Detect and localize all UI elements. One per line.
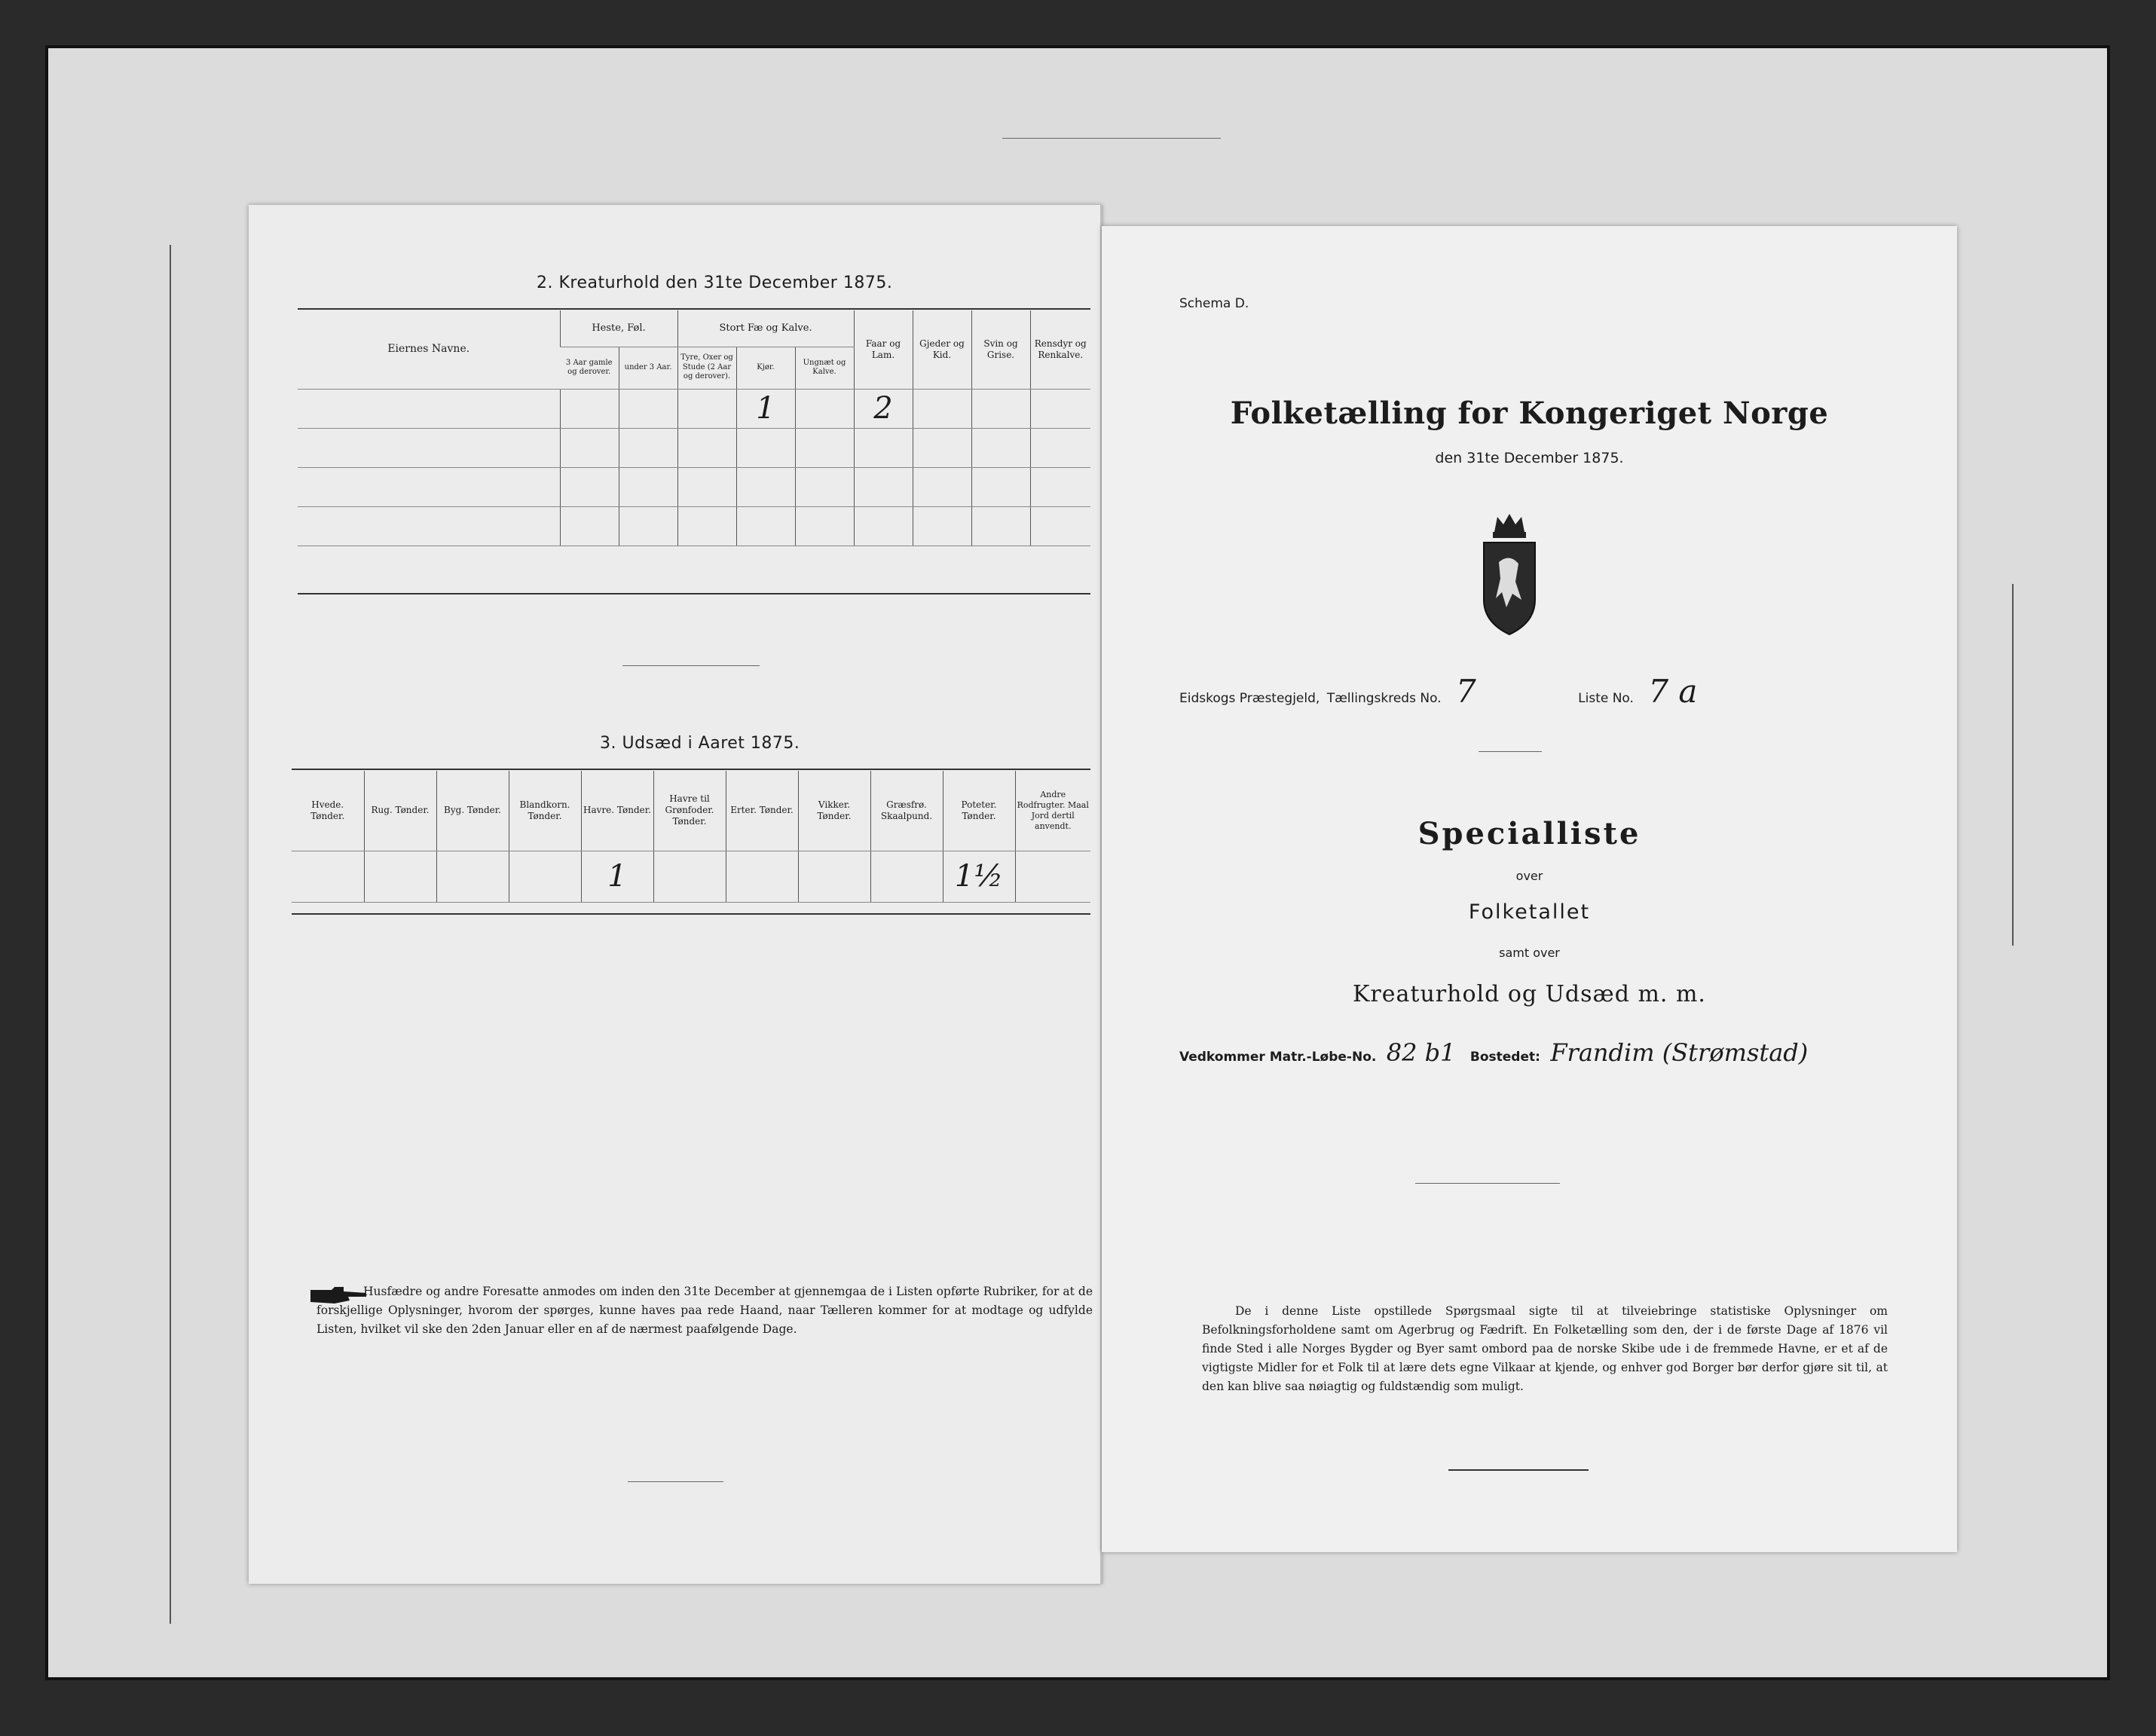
margin-mark-left: [170, 245, 171, 1624]
livestock-table: [298, 310, 1090, 546]
seed-header: Rug. Tønder.: [364, 771, 436, 851]
table-row: [298, 467, 1090, 506]
specialliste-heading: Specialliste: [1417, 816, 1641, 851]
seed-header: Hvede. Tønder.: [292, 771, 364, 851]
census-date: den 31te December 1875.: [1435, 450, 1624, 466]
scan-frame-top: [45, 45, 2110, 48]
sheep-header: Faar og Lam.: [854, 310, 913, 389]
table-row: [298, 428, 1090, 467]
list-value: 7 a: [1648, 673, 1698, 710]
schema-label: Schema D.: [1179, 296, 1249, 311]
folketallet-text: Folketallet: [1468, 900, 1591, 924]
horses-group-header: Heste, Føl.: [560, 310, 677, 347]
parish-label: Eidskogs Præstegjeld,: [1179, 691, 1320, 706]
cattle-group-header: Stort Fæ og Kalve.: [677, 310, 854, 347]
table-row: [292, 851, 1090, 902]
seed-header: Græsfrø. Skaalpund.: [870, 771, 943, 851]
young-cattle-header: Ungnæt og Kalve.: [795, 347, 854, 389]
notice-text: Husfædre og andre Foresatte anmodes om inden den 31te December at gjennemgaa de i Listen opførte Rubriker, for at de forskjellige Oplysninger, hvorom der spørges, kunne haves paa rede Haand, naar Tælleren kommer for at modtage og udfylde Listen, hvilket vil ske den 2den Januar eller en af de nærmest paafølgende Dage.: [317, 1285, 1093, 1337]
bulls-header: Tyre, Oxer og Stude (2 Aar og derover).: [677, 347, 736, 389]
cows-value: 1: [736, 389, 795, 428]
pigs-header: Svin og Grise.: [971, 310, 1030, 389]
seed-header: Vikker. Tønder.: [798, 771, 870, 851]
footer-text: De i denne Liste opstillede Spørgsmaal sigte til at tilveiebringe statistiske Oplysninger om Befolkningsforholdene samt om Agerbrug og Fædrift. En Folketælling som den, der i de første Dage af 1876 vil finde Sted i alle Norges Bygder og Byer samt ombord paa de norske Skibe ude i de fremmede Havne, er et af de vigtigste Midler for et Folk til at lære dets egne Vilkaar at kjende, og enhver god Borger bør derfor gjøre sit til, at den kan blive saa nøiagtig og fuldstændig som muligt.: [1202, 1304, 1888, 1394]
sheep-value: 2: [854, 389, 913, 428]
horse-young-header: under 3 Aar.: [619, 347, 677, 389]
reindeer-header: Rensdyr og Renkalve.: [1030, 310, 1090, 389]
table3-bottom-rule: [292, 913, 1090, 915]
scan-frame-right: [2107, 45, 2110, 1680]
matr-label: Vedkommer Matr.-Løbe-No.: [1179, 1050, 1377, 1065]
list-label: Liste No.: [1578, 691, 1634, 706]
scan-frame-bottom: [45, 1677, 2110, 1680]
seed-header: Andre Rodfrugter. Maal Jord dertil anvendt.: [1015, 771, 1090, 851]
margin-mark-right: [2012, 584, 2014, 946]
bosted-label: Bostedet:: [1469, 1050, 1540, 1065]
owner-header: Eiernes Navne.: [298, 310, 560, 389]
scan-frame-left: [45, 45, 48, 1680]
left-bottom-rule: [628, 1481, 723, 1482]
district-line: [1179, 673, 1858, 718]
matr-value: 82 b1: [1386, 1038, 1456, 1067]
table2-bottom-rule: [298, 593, 1090, 594]
kreaturhold-text: Kreaturhold og Udsæd m. m.: [1353, 981, 1706, 1007]
seed-header: Erter. Tønder.: [726, 771, 798, 851]
seed-header: Havre. Tønder.: [581, 771, 653, 851]
horse-old-header: 3 Aar gamle og derover.: [560, 347, 619, 389]
district-value: 7: [1456, 673, 1476, 710]
over-text: over: [1515, 869, 1543, 883]
table3-top-rule: [292, 769, 1090, 770]
havre-value: 1: [581, 851, 653, 902]
samt-over-text: samt over: [1499, 946, 1560, 960]
seed-table: [292, 771, 1090, 903]
title-divider: [1479, 751, 1542, 752]
seed-header: Poteter. Tønder.: [943, 771, 1015, 851]
page-title: Folketælling for Kongeriget Norge: [1230, 396, 1829, 431]
bosted-divider: [1415, 1183, 1560, 1184]
coat-of-arms-icon: [1479, 509, 1540, 637]
district-label: Tællingskreds No.: [1326, 691, 1442, 706]
matr-line: [1179, 1038, 1933, 1083]
table-row: [298, 506, 1090, 546]
table-row: [298, 389, 1090, 428]
seed-header: Blandkorn. Tønder.: [509, 771, 581, 851]
cows-header: Kjør.: [736, 347, 795, 389]
top-margin-line: [1002, 138, 1221, 139]
seed-header: Byg. Tønder.: [436, 771, 509, 851]
section3-title: 3. Udsæd i Aaret 1875.: [600, 734, 800, 753]
poteter-value: 1½: [943, 851, 1015, 902]
seed-header: Havre til Grønfoder. Tønder.: [653, 771, 726, 851]
table2-top-rule: [298, 308, 1090, 310]
bosted-value: Frandim (Strømstad): [1550, 1038, 1809, 1067]
goats-header: Gjeder og Kid.: [913, 310, 971, 389]
section-divider: [622, 665, 760, 666]
section2-title: 2. Kreaturhold den 31te December 1875.: [537, 274, 893, 292]
right-bottom-rule: [1448, 1469, 1589, 1471]
